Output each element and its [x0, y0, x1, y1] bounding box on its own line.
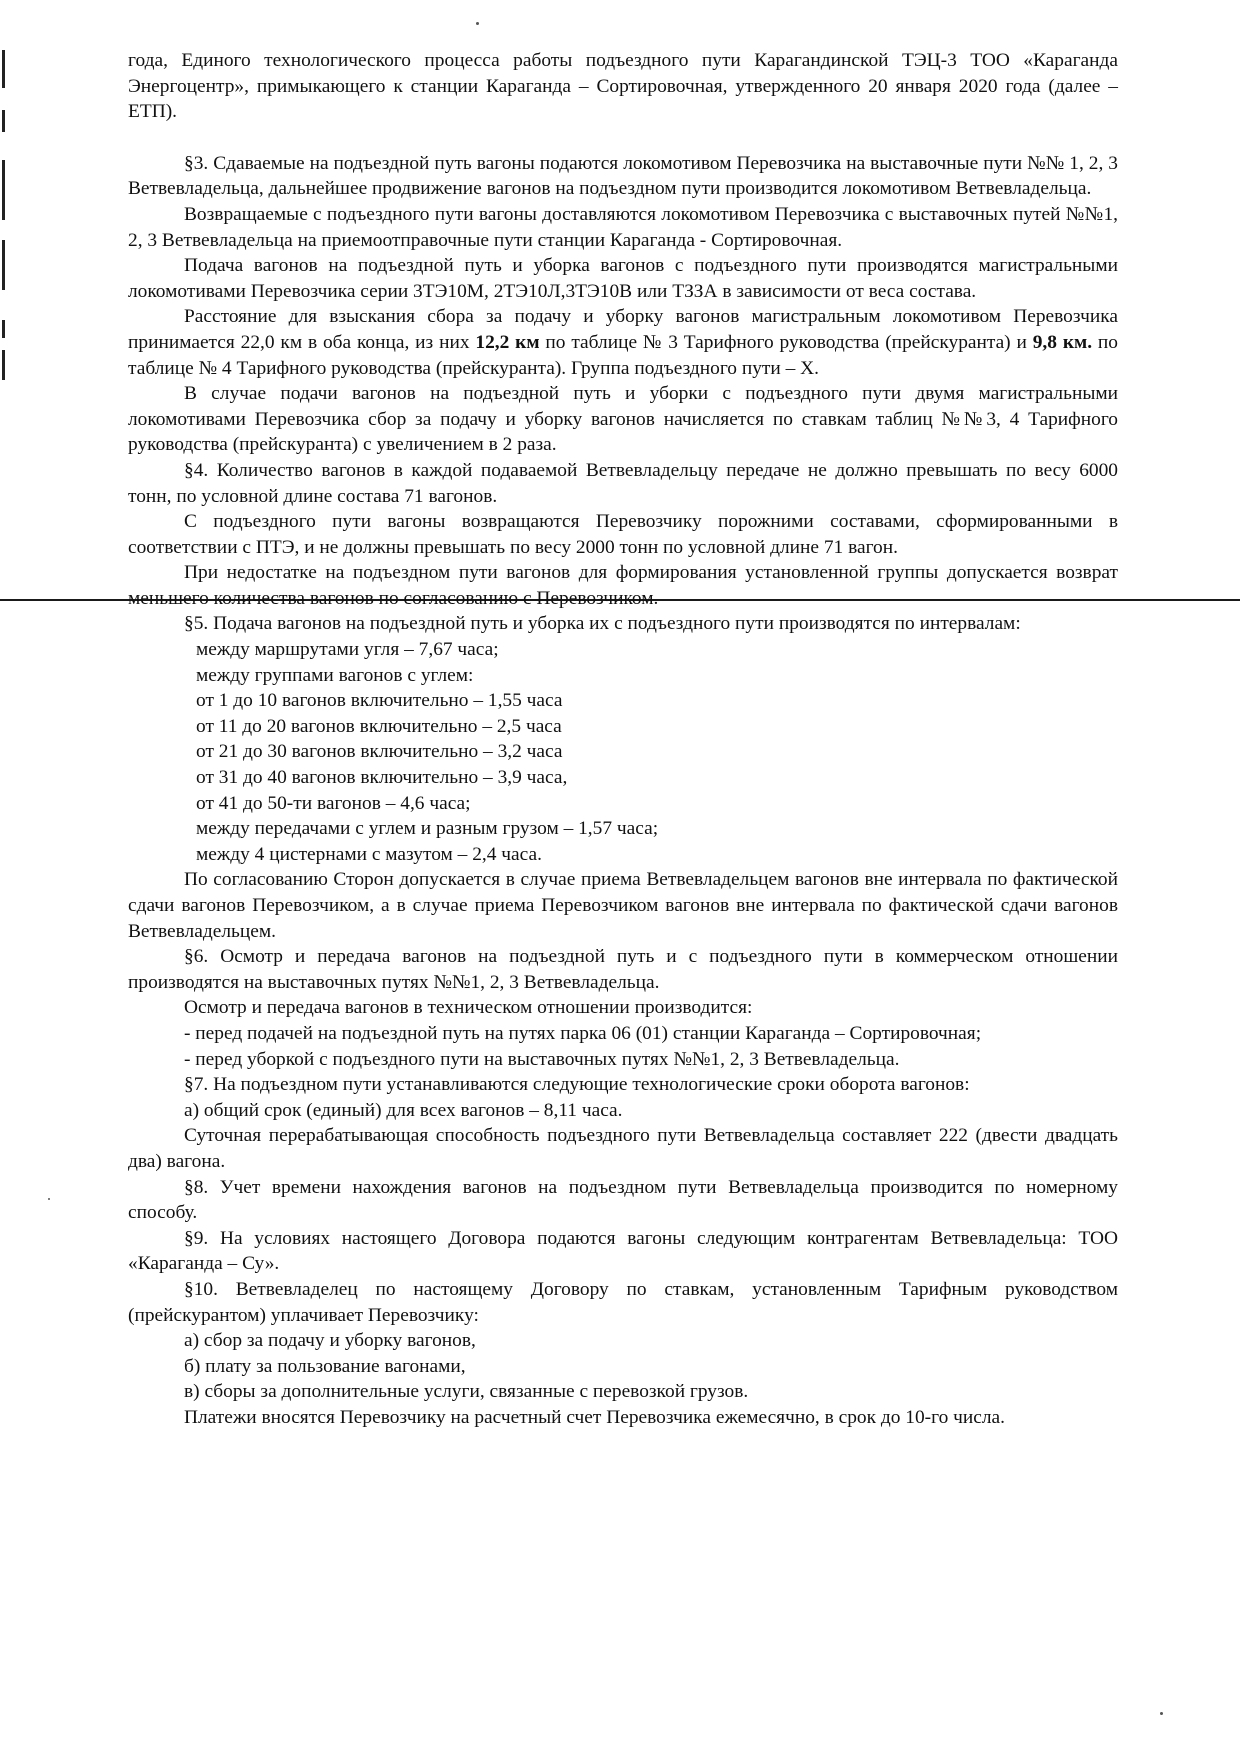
paragraph-section-8: §8. Учет времени нахождения вагонов на подъездном пути Ветвевладельца производится по номерному способу.	[128, 1176, 1118, 1224]
paragraph-section-4: §4. Количество вагонов в каждой подаваемой Ветвевладельцу передаче не должно превышать по весу 6000 тонн, по условной длине состава 71 вагонов.	[128, 459, 1118, 507]
bold-distance-1: 12,2 км	[475, 331, 540, 353]
paragraph: Платежи вносятся Перевозчику на расчетный счет Перевозчика ежемесячно, в срок до 10-го числа.	[184, 1406, 1006, 1428]
interval-item: от 21 до 30 вагонов включительно – 3,2 часа	[196, 741, 563, 763]
paragraph-section-7: §7. На подъездном пути устанавливаются следующие технологические сроки оборота вагонов:	[184, 1074, 970, 1096]
bold-distance-2: 9,8 км.	[1032, 331, 1093, 353]
payment-item: в) сборы за дополнительные услуги, связанные с перевозкой грузов.	[184, 1381, 749, 1403]
paragraph-distance: Расстояние для взыскания сбора за подачу и уборку вагонов магистральным локомотивом Перевозчика принимается 22,0 км в оба конца, из них 12,2 км по таблице № 3 Тарифного руководства (прейскуранта) и 9,8 км. по таблице № 4 Тарифного руководства (прейскуранта). Группа подъездного пути – Х.	[128, 306, 1118, 379]
interval-item: между 4 цистернами с мазутом – 2,4 часа.	[196, 843, 542, 865]
paragraph: Осмотр и передача вагонов в техническом отношении производится:	[184, 997, 753, 1019]
paragraph-section-10: §10. Ветвевладелец по настоящему Договору по ставкам, установленным Тарифным руководством (прейскурантом) уплачивает Перевозчику:	[128, 1278, 1118, 1326]
interval-item: от 1 до 10 вагонов включительно – 1,55 часа	[196, 690, 563, 712]
scan-speck	[48, 1198, 50, 1200]
paragraph: года, Единого технологического процесса работы подъездного пути Карагандинской ТЭЦ-3 ТОО «Караганда Энергоцентр», примыкающего к станции Караганда – Сортировочная, утвержденного 20 января 2020 года (далее – ЕТП).	[128, 50, 1118, 123]
paragraph: При недостатке на подъездном пути вагонов для формирования установленной группы допускается возврат меньшего количества вагонов по согласованию с Перевозчиком.	[128, 562, 1118, 609]
interval-item: между передачами с углем и разным грузом – 1,57 часа;	[196, 818, 659, 840]
paragraph: а) общий срок (единый) для всех вагонов – 8,11 часа.	[184, 1099, 623, 1121]
paragraph: Суточная перерабатывающая способность подъездного пути Ветвевладельца составляет 222 (двести двадцать два) вагона.	[128, 1125, 1118, 1172]
paragraph: С подъездного пути вагоны возвращаются Перевозчику порожними составами, сформированными в соответствии с ПТЭ, и не должны превышать по весу 2000 тонн по условной длине 71 вагон.	[128, 511, 1118, 558]
scan-edge-marks	[0, 40, 8, 370]
paragraph: По согласованию Сторон допускается в случае приема Ветвевладельцем вагонов вне интервала по фактической сдачи вагонов Перевозчиком, а в случае приема Перевозчиком вагонов вне интервала по фактической сдачи вагонов Ветвевладельцем.	[128, 869, 1118, 942]
interval-item: от 41 до 50-ти вагонов – 4,6 часа;	[196, 792, 471, 814]
paragraph: - перед подачей на подъездной путь на путях парка 06 (01) станции Караганда – Сортировочная;	[184, 1022, 982, 1044]
paragraph: В случае подачи вагонов на подъездной путь и уборки с подъездного пути двумя магистральными локомотивами Перевозчика сбор за подачу и уборку вагонов начисляется по ставкам таблиц №№3, 4 Тарифного руководства (прейскуранта) с увеличением в 2 раза.	[128, 383, 1118, 456]
payment-item: а) сбор за подачу и уборку вагонов,	[184, 1330, 476, 1352]
interval-item: между группами вагонов с углем:	[196, 664, 474, 686]
interval-item: между маршрутами угля – 7,67 часа;	[196, 639, 499, 661]
paragraph: - перед уборкой с подъездного пути на выставочных путях №№1, 2, 3 Ветвевладельца.	[184, 1048, 900, 1070]
scan-speck	[1160, 1712, 1163, 1715]
document-body	[128, 48, 1118, 1430]
paragraph-section-3: §3. Сдаваемые на подъездной путь вагоны подаются локомотивом Перевозчика на выставочные пути №№ 1, 2, 3 Ветвевладельца, дальнейшее продвижение вагонов на подъездном пути производится локомотивом Ветвевладельца.	[128, 152, 1118, 200]
interval-item: от 11 до 20 вагонов включительно – 2,5 часа	[196, 715, 562, 737]
paragraph: Подача вагонов на подъездной путь и уборка вагонов с подъездного пути производятся магистральными локомотивами Перевозчика серии 3ТЭ10М, 2ТЭ10Л,3ТЭ10В или ТЗЗА в зависимости от веса состава.	[128, 255, 1118, 302]
scan-speck	[476, 22, 479, 25]
paragraph-section-5: §5. Подача вагонов на подъездной путь и уборка их с подъездного пути производятся по интервалам:	[184, 613, 1021, 635]
interval-item: от 31 до 40 вагонов включительно – 3,9 часа,	[196, 767, 568, 789]
payment-item: б) плату за пользование вагонами,	[184, 1355, 466, 1377]
paragraph-section-9: §9. На условиях настоящего Договора подаются вагоны следующим контрагентам Ветвевладельца: ТОО «Караганда – Су».	[128, 1227, 1118, 1275]
paragraph-section-6: §6. Осмотр и передача вагонов на подъездной путь и с подъездного пути в коммерческом отношении производятся на выставочных путях №№1, 2, 3 Ветвевладельца.	[128, 946, 1118, 993]
paragraph: Возвращаемые с подъездного пути вагоны доставляются локомотивом Перевозчика с выставочных путей №№1, 2, 3 Ветвевладельца на приемоотправочные пути станции Караганда - Сортировочная.	[128, 203, 1118, 251]
